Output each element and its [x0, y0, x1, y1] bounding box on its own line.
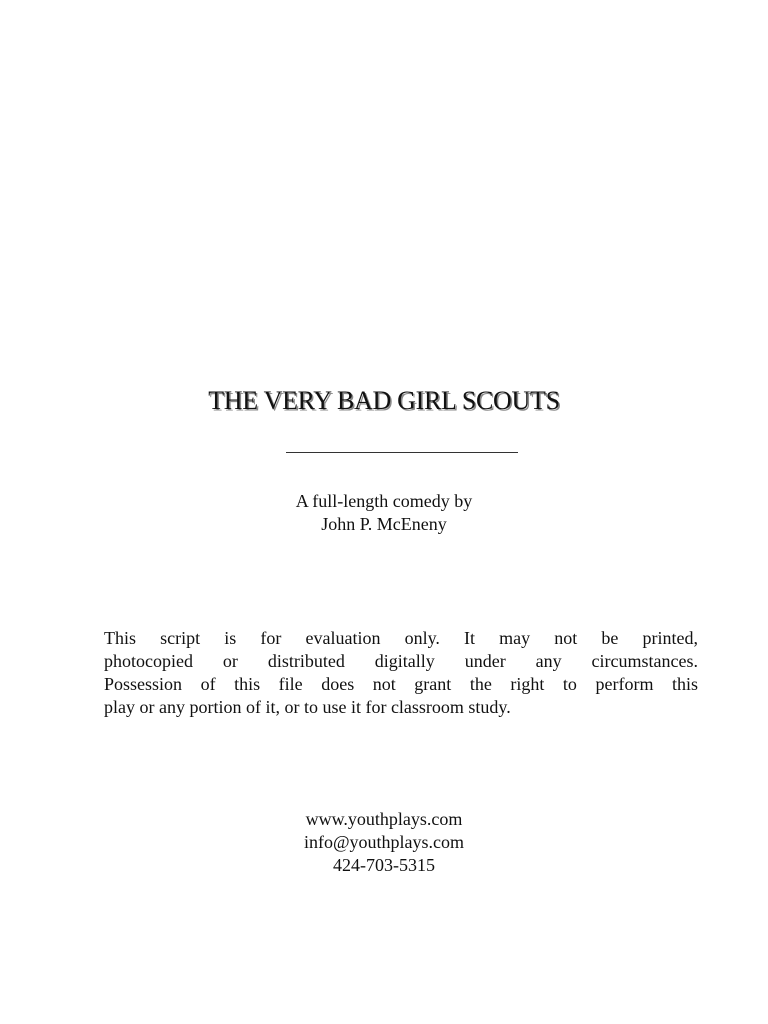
notice-line: play or any portion of it, or to use it for classroom study.	[104, 697, 511, 717]
website-text: www.youthplays.com	[305, 809, 463, 829]
notice-line: photocopied or distributed digitally under any circumstances.	[104, 651, 698, 671]
genre-line: A full-length comedy by	[295, 491, 473, 511]
title-divider	[286, 452, 518, 453]
contact-info	[0, 808, 768, 877]
notice-line: Possession of this file does not grant the right to perform this	[104, 674, 698, 694]
play-title: THE VERY BAD GIRL SCOUTS	[208, 386, 560, 415]
author-name: John P. McEneny	[321, 514, 447, 534]
email-text: info@youthplays.com	[303, 832, 465, 852]
phone-text: 424-703-5315	[333, 855, 435, 875]
notice-line: This script is for evaluation only. It may not be printed,	[104, 628, 698, 648]
byline	[0, 490, 768, 536]
evaluation-notice	[104, 627, 698, 719]
